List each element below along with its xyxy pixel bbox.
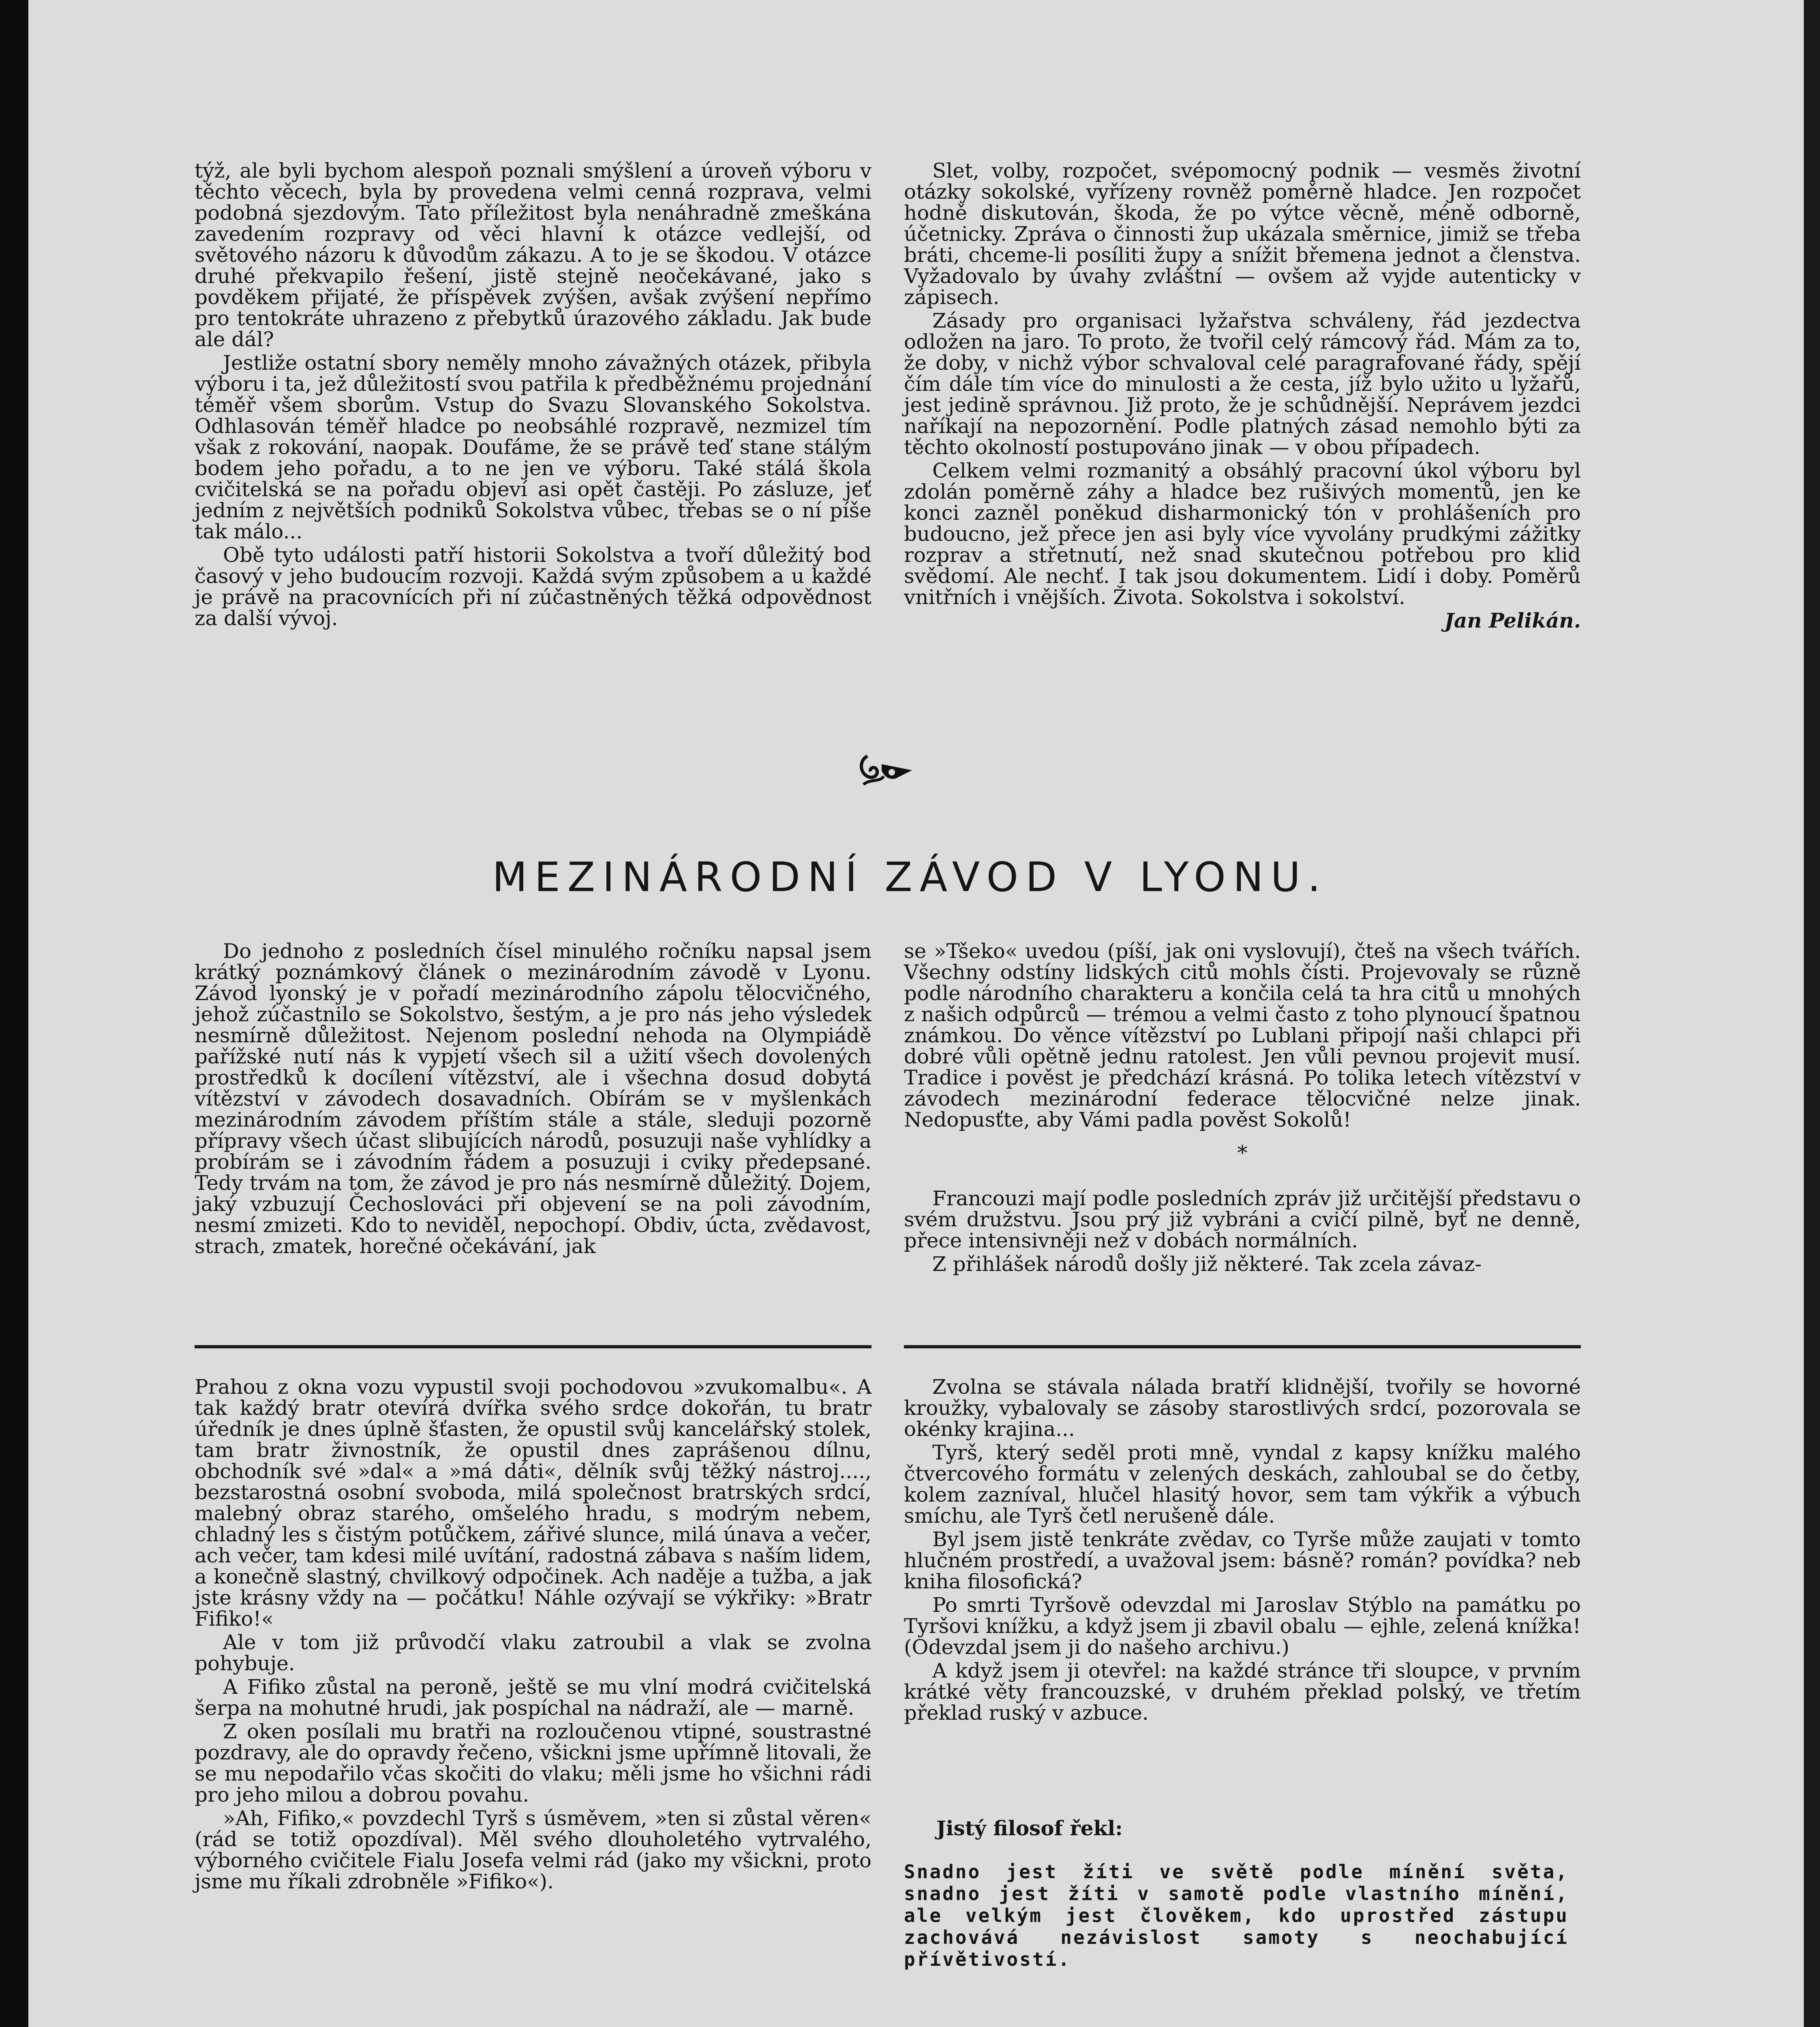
paragraph: Jestliže ostatní sbory neměly mnoho závažných otázek, přibyla výboru i ta, jež důležitostí svou patřila k předběžnému projednání téměř všem sborům. Vstup do Svazu Slovanského Sokolstva. Odhlasován téměř hladce po neobsáhlé rozpravě, nezmizel tím však z rokování, naopak. Doufáme, že se právě teď stane stálým bodem jeho pořadu, a to ne jen ve výboru. Také stálá škola cvičitelská se na pořadu objeví asi opět častěji. Po zásluze, jeť jedním z největších podniků Sokolstva vůbec, třebas se o ní píše tak málo...	[195, 351, 871, 543]
paragraph: Zvolna se stávala nálada bratří klidnější, tvořily se hovorné kroužky, vybalovaly se zásoby starostlivých srdcí, pozorovala se okénky krajina...	[904, 1375, 1581, 1441]
philosopher-intro: Jistý filosof řekl:	[936, 1816, 1123, 1840]
bottom-right-column	[904, 1376, 1581, 1726]
paragraph: týž, ale byli bychom alespoň poznali smýšlení a úroveň výboru v těchto věcech, byla by provedena velmi cenná rozprava, velmi podobná sjezdovým. Tato příležitost byla nenáhradně zmeškána zavedením rozpravy od věci hlavní k otázce vedlejší, od světového názoru k důvodům zákazu. A to je se škodou. V otázce druhé překvapilo řešení, jistě stejně neočekávané, jako s povděkem přijaté, že příspěvek zvýšen, avšak zvýšení nepřímo pro tentokráte uhrazeno z přebytků úrazového základu. Jak bude ale dál?	[195, 159, 871, 351]
mid-left-column	[195, 941, 871, 1259]
paragraph: Po smrti Tyršově odevzdal mi Jaroslav Stýblo na památku po Tyršovi knížku, a když jsem ji zbavil obalu — ejhle, zelená knížka! (Odevzdal jsem ji do našeho archivu.)	[904, 1593, 1581, 1659]
section-separator: *	[1237, 1141, 1248, 1165]
article-heading: MEZINÁRODNÍ ZÁVOD V LYONU.	[492, 853, 1328, 901]
top-right-column	[904, 160, 1581, 631]
mid-right-column	[904, 941, 1581, 1277]
philosopher-quote: Snadno jest žíti ve světě podle mínění světa, snadno jest žíti v samotě podle vlastního mínění, ale velkým jest člověkem, kdo uprostřed zástupu zachovává nezávislost samoty s neochabující přívětivostí.	[904, 1861, 1569, 1970]
paragraph: Slet, volby, rozpočet, svépomocný podnik — vesměs životní otázky sokolské, vyřízeny rovněž poměrně hladce. Jen rozpočet hodně diskutován, škoda, že po výtce věcně, méně odborně, účetnicky. Zpráva o činnosti žup ukázala směrnice, jimiž se třeba bráti, chceme-li posíliti župy a snížit břemena jednot a členstva. Vyžadovalo by úvahy zvláštní — ovšem až vyjde autenticky v zápisech.	[904, 159, 1581, 309]
paragraph: A Fifiko zůstal na peroně, ještě se mu vlní modrá cvičitelská šerpa na mohutné hrudi, jak pospíchal na nádraží, ale — marně.	[195, 1675, 871, 1720]
paragraph: Ale v tom již průvodčí vlaku zatroubil a vlak se zvolna pohybuje.	[195, 1631, 871, 1675]
paragraph: »Ah, Fifiko,« povzdechl Tyrš s úsměvem, »ten si zůstal věren« (rád se totiž opozdíval). Měl svého dlouholetého vytrvalého, výborného cvičitele Fialu Josefa velmi rád (jako my všickni, proto jsme mu říkali zdrobněle »Fifiko«).	[195, 1806, 871, 1893]
paragraph: Francouzi mají podle posledních zpráv již určitější představu o svém družstvu. Jsou prý již vybráni a cvičí pilně, byť ne denně, přece intensivněji než v dobách normálních.	[904, 1187, 1581, 1252]
paragraph: Zásady pro organisaci lyžařstva schváleny, řád jezdectva odložen na jaro. To proto, že tvořil celý rámcový řád. Mám za to, že doby, v nichž výbor schvaloval celé paragrafované řády, spějí čím dále tím více do minulosti a že cesta, jíž bylo užito u lyžařů, jest jedině správnou. Již proto, že je schůdnější. Neprávem jezdci naříkají na nepozornění. Podle platných zásad nemohlo býti za těchto okolností postupováno jinak — v obou případech.	[904, 309, 1581, 459]
paragraph: Do jednoho z posledních čísel minulého ročníku napsal jsem krátký poznámkový článek o mezinárodním závodě v Lyonu. Závod lyonský je v pořadí mezinárodního zápolu tělocvičného, jehož zúčastnilo se Sokolstvo, šestým, a je pro nás jeho výsledek nesmírně důležitost. Nejenom poslední nehoda na Olympiádě pařížské nutí nás k vypjetí všech sil a užití všech dovolených prostředků k docílení vítězství, ale i všechna dosud dobytá vítězství v závodech dosavadních. Obírám se v myšlenkách mezinárodním závodem příštím stále a stále, sleduji pozorně přípravy všech účast slibujících národů, posuzuji naše vyhlídky a probírám se i závodním řádem a posuzuji i cviky předepsané. Tedy trvám na tom, že závod je pro nás nesmírně důležitý. Dojem, jaký vzbuzují Čechoslováci při objevení se na poli závodním, nesmí zmizeti. Kdo to neviděl, nepochopí. Obdiv, úcta, zvědavost, strach, zmatek, horečné očekávání, jak	[195, 939, 871, 1258]
paragraph: Obě tyto události patří historii Sokolstva a tvoří důležitý bod časový v jeho budoucím rozvoji. Každá svým způsobem a u každé je právě na pracovnících při ní zúčastněných těžká odpovědnost za další vývoj.	[195, 543, 871, 630]
paragraph: Z oken posílali mu bratři na rozloučenou vtipné, soustrastné pozdravy, ale do opravdy řečeno, všickni jsme upřímně litovali, že se mu nepodařilo včas skočiti do vlaku; měli jsme ho všichni rádi pro jeho milou a dobrou povahu.	[195, 1720, 871, 1806]
paragraph: A když jsem ji otevřel: na každé stránce tři sloupce, v prvním krátké věty francouzské, v druhém překlad polský, ve třetím překlad ruský v azbuce.	[904, 1659, 1581, 1725]
ornament-icon	[851, 748, 932, 793]
paragraph: se »Tšeko« uvedou (píší, jak oni vyslovují), čteš na všech tvářích. Všechny odstíny lidských citů mohls čísti. Projevovaly se různě podle národního charakteru a končila celá ta hra citů u mnohých z našich odpůrců — trémou a velmi často z toho plynoucí špatnou známkou. Do věnce vítězství po Lublani připojí naši chlapci při dobré vůli opětně jednu ratolest. Jen vůli pevnou projevit musí. Tradice i pověst je předchází krásná. Po tolika letech vítězství v závodech mezinárodní federace tělocvičné nelze jinak. Nedopusťte, aby Vámi padla pověst Sokolů!	[904, 939, 1581, 1131]
bottom-left-column	[195, 1376, 871, 1894]
paragraph: Celkem velmi rozmanitý a obsáhlý pracovní úkol výboru byl zdolán poměrně záhy a hladce bez rušivých momentů, jen ke konci zazněl poněkud disharmonický tón v prohlášeních pro budoucno, jež přece jen asi byly více vyvolány prudkými zážitky rozprav a střetnutí, než snad skutečnou potřebou pro klid svědomí. Ale nechť. I tak jsou dokumentem. Lidí i doby. Poměrů vnitřních i vnějších. Života. Sokolstva i sokolství.	[904, 459, 1581, 609]
paragraph: Z přihlášek národů došly již některé. Tak zcela závaz-	[932, 1252, 1482, 1276]
paragraph: Tyrš, který seděl proti mně, vyndal z kapsy knížku malého čtvercového formátu v zelených deskách, zahloubal se do četby, kolem zazníval, hlučel hlasitý hovor, sem tam výkřik a výbuch smíchu, ale Tyrš četl nerušeně dále.	[904, 1441, 1581, 1528]
author-signature: Jan Pelikán.	[1444, 609, 1581, 632]
column-rule	[195, 1345, 871, 1348]
column-rule	[904, 1345, 1581, 1348]
paragraph: Prahou z okna vozu vypustil svoji pochodovou »zvukomalbu«. A tak každý bratr otevírá dvířka svého srdce dokořán, tu bratr úředník je dnes úplně šťasten, že opustil svůj kancelářský stolek, tam bratr živnostník, že opustil dnes zaprášenou dílnu, obchodník své »dal« a »má dáti«, dělník svůj těžký nástroj...., bezstarostná osobní svoboda, milá společnost bratrských srdcí, malebný obraz starého, omšelého hradu, s modrým nebem, chladný les s čistým potůčkem, zářivé slunce, milá únava a večer, ach večer, tam kdesi milé uvítání, radostná zábava s naším lidem, a konečně slastný, chvilkový odpočinek. Ach naděje a tužba, a jak jste krásny vždy na — počátku! Náhle ozývají se výkřiky: »Bratr Fifiko!«	[195, 1375, 871, 1631]
paragraph: Byl jsem jistě tenkráte zvědav, co Tyrše může zaujati v tomto hlučném prostředí, a uvažoval jsem: básně? román? povídka? neb kniha filosofická?	[904, 1528, 1581, 1593]
top-left-column	[195, 160, 871, 631]
